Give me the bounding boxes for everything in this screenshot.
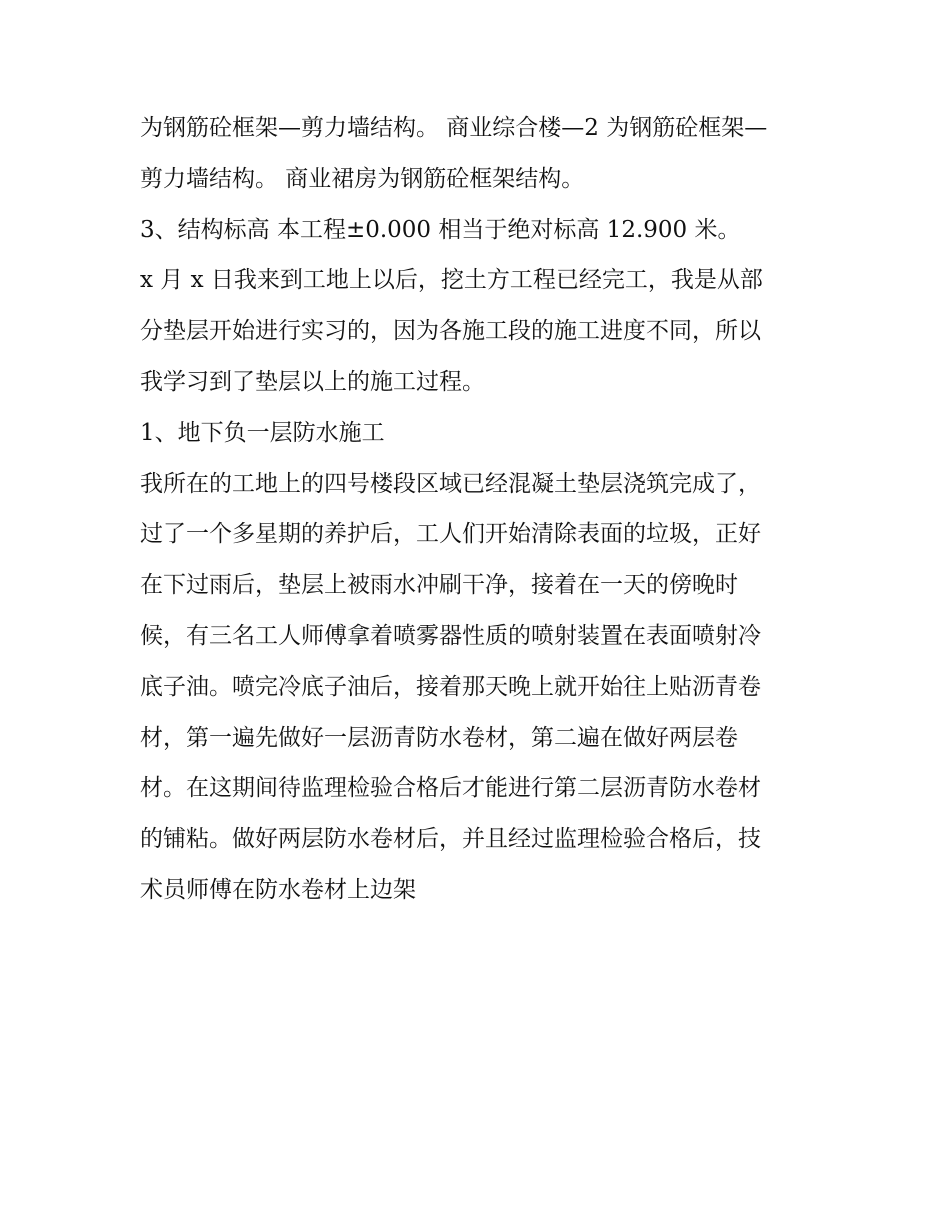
section-heading: 1、地下负一层防水施工 <box>140 419 385 446</box>
text-line: 过了一个多星期的养护后，工人们开始清除表面的垃圾，正好 <box>140 521 761 548</box>
text-line: 为钢筋砼框架—剪力墙结构。 商业综合楼—2 为钢筋砼框架— <box>140 115 768 141</box>
text-line: 的铺粘。做好两层防水卷材后，并且经过监理检验合格后，技 <box>140 826 761 853</box>
text-line: 剪力墙结构。 商业裙房为钢筋砼框架结构。 <box>140 165 585 192</box>
text-line: 分垫层开始进行实习的，因为各施工段的施工进度不同，所以 <box>140 318 761 345</box>
text-line: x 月 x 日我来到工地上以后，挖土方工程已经完工，我是从部 <box>140 267 763 294</box>
text-line: 在下过雨后，垫层上被雨水冲刷干净，接着在一天的傍晚时 <box>140 572 738 599</box>
text-line: 3、结构标高 本工程±0.000 相当于绝对标高 12.900 米。 <box>140 216 741 243</box>
text-line: 我所在的工地上的四号楼段区域已经混凝土垫层浇筑完成了， <box>140 470 761 497</box>
document-body <box>140 103 820 916</box>
text-line: 底子油。喷完冷底子油后，接着那天晚上就开始往上贴沥青卷 <box>140 673 761 700</box>
text-line: 术员师傅在防水卷材上边架 <box>140 876 416 903</box>
text-line: 材，第一遍先做好一层沥青防水卷材，第二遍在做好两层卷 <box>140 724 738 751</box>
text-line: 我学习到了垫层以上的施工过程。 <box>140 368 485 395</box>
text-line: 材。在这期间待监理检验合格后才能进行第二层沥青防水卷材 <box>140 775 761 802</box>
text-line: 候，有三名工人师傅拿着喷雾器性质的喷射装置在表面喷射冷 <box>140 622 761 649</box>
